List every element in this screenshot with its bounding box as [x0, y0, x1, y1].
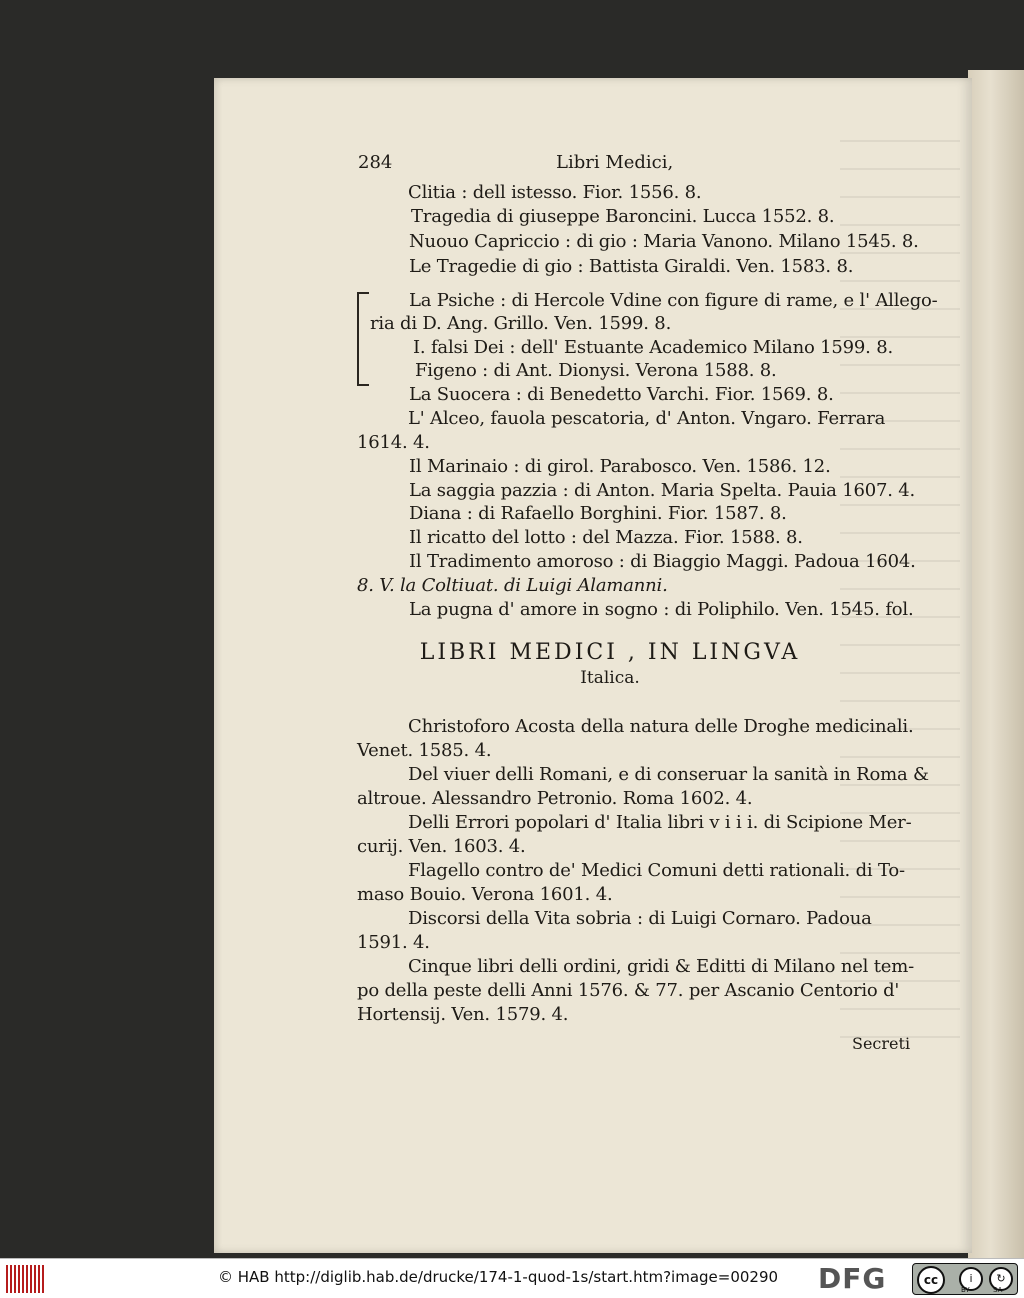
entry-line: Il ricatto del lotto : del Mazza. Fior. 1588. 8.: [409, 527, 803, 548]
running-head: Libri Medici,: [556, 152, 674, 173]
entry-line: La saggia pazzia : di Anton. Maria Spelta. Pauia 1607. 4.: [409, 480, 916, 501]
entry-line: Delli Errori popolari d' Italia libri v i i i. di Scipione Mer-: [408, 812, 912, 833]
entry-line: maso Bouio. Verona 1601. 4.: [357, 884, 613, 905]
entry-line: Figeno : di Ant. Dionysi. Verona 1588. 8.: [415, 360, 777, 381]
footer-bar: [0, 1258, 1024, 1298]
show-through: [840, 140, 960, 1040]
entry-line: Le Tragedie di gio : Battista Giraldi. Ven. 1583. 8.: [409, 256, 854, 277]
entry-line: curij. Ven. 1603. 4.: [357, 836, 526, 857]
barcode-icon: [6, 1265, 48, 1293]
page-edge: [968, 70, 1024, 1260]
entry-line: La Psiche : di Hercole Vdine con figure di rame, e l' Allego-: [409, 290, 938, 311]
entry-line: Diana : di Rafaello Borghini. Fior. 1587. 8.: [409, 503, 787, 524]
entry-line: Christoforo Acosta della natura delle Droghe medicinali.: [408, 716, 914, 737]
entry-line: Nuouo Capriccio : di gio : Maria Vanono. Milano 1545. 8.: [409, 231, 919, 252]
footer-link[interactable]: © HAB http://diglib.hab.de/drucke/174-1-quod-1s/start.htm?image=00290: [218, 1268, 779, 1286]
sa-icon: ↻: [989, 1267, 1013, 1291]
by-icon: i: [959, 1267, 983, 1291]
entry-line: I. falsi Dei : dell' Estuante Academico Milano 1599. 8.: [413, 337, 893, 358]
cc-license-badge[interactable]: [912, 1263, 1018, 1295]
entry-line: Il Tradimento amoroso : di Biaggio Maggi. Padoua 1604.: [409, 551, 916, 572]
dfg-logo[interactable]: DFG: [818, 1262, 887, 1295]
entry-line: Cinque libri delli ordini, gridi & Editti di Milano nel tem-: [408, 956, 914, 977]
by-label: BY: [961, 1286, 970, 1294]
section-subtitle: Italica.: [580, 668, 640, 688]
entry-line: Flagello contro de' Medici Comuni detti rationali. di To-: [408, 860, 905, 881]
entry-line: Del viuer delli Romani, e di conseruar la sanità in Roma &: [408, 764, 929, 785]
sa-label: SA: [993, 1286, 1003, 1294]
entry-line: La pugna d' amore in sogno : di Poliphilo. Ven. 1545. fol.: [409, 599, 914, 620]
cc-icon: cc: [917, 1266, 945, 1294]
page-number: 284: [358, 152, 393, 173]
entry-line: Clitia : dell istesso. Fior. 1556. 8.: [408, 182, 702, 203]
entry-line: altroue. Alessandro Petronio. Roma 1602. 4.: [357, 788, 753, 809]
entry-line: L' Alceo, fauola pescatoria, d' Anton. Vngaro. Ferrara: [408, 408, 886, 429]
entry-line: 1614. 4.: [357, 432, 430, 453]
bracket-mark: [357, 292, 369, 386]
entry-line: ria di D. Ang. Grillo. Ven. 1599. 8.: [370, 313, 672, 334]
entry-line: Discorsi della Vita sobria : di Luigi Cornaro. Padoua: [408, 908, 872, 929]
entry-line: Tragedia di giuseppe Baroncini. Lucca 1552. 8.: [411, 206, 835, 227]
section-title: LIBRI MEDICI , IN LINGVA: [419, 640, 801, 665]
entry-line: Venet. 1585. 4.: [357, 740, 492, 761]
catchword: Secreti: [852, 1034, 911, 1053]
entry-line: La Suocera : di Benedetto Varchi. Fior. 1569. 8.: [409, 384, 834, 405]
entry-line: Il Marinaio : di girol. Parabosco. Ven. 1586. 12.: [409, 456, 831, 477]
entry-line: 1591. 4.: [357, 932, 430, 953]
entry-line: po della peste delli Anni 1576. & 77. per Ascanio Centorio d': [357, 980, 900, 1001]
entry-line: 8. V. la Coltiuat. di Luigi Alamanni.: [357, 575, 668, 596]
entry-line: Hortensij. Ven. 1579. 4.: [357, 1004, 569, 1025]
